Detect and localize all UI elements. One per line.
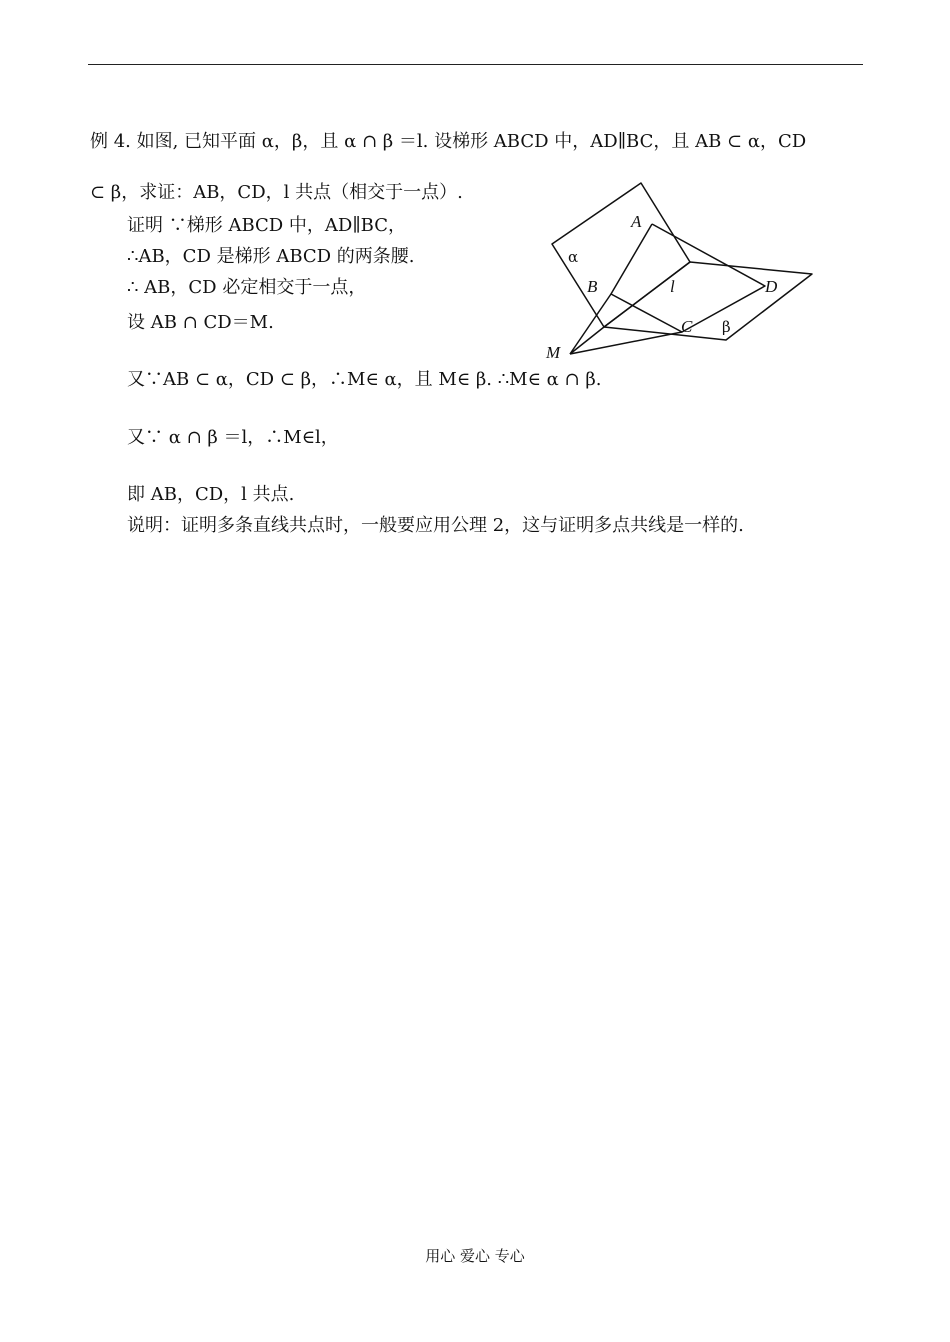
proof-line-3: ∴ AB，CD 必定相交于一点， bbox=[127, 277, 367, 298]
geometry-figure bbox=[538, 176, 820, 366]
proof-line-6: 又∵ α ∩ β ＝l，∴M∈l， bbox=[127, 427, 339, 448]
label-A: A bbox=[631, 212, 642, 231]
line-cd-extension bbox=[570, 332, 682, 354]
label-alpha: α bbox=[568, 248, 579, 266]
problem-statement-line-1: 例 4. 如图, 已知平面 α，β，且 α ∩ β ＝l. 设梯形 ABCD 中，AD∥BC，且 AB ⊂ α，CD bbox=[90, 131, 807, 152]
proof-line-5: 又∵AB ⊂ α，CD ⊂ β，∴M∈ α，且 M∈ β. ∴M∈ α ∩ β. bbox=[127, 369, 602, 390]
proof-conclusion: 即 AB，CD，l 共点. bbox=[127, 484, 295, 505]
problem-statement-line-2: ⊂ β，求证：AB，CD，l 共点（相交于一点）. bbox=[90, 182, 463, 203]
label-C: C bbox=[681, 317, 693, 336]
label-l: l bbox=[670, 277, 675, 296]
page-footer: 用心 爱心 专心 bbox=[425, 1247, 525, 1265]
planes-diagram bbox=[538, 176, 820, 366]
line-ab-extension bbox=[570, 294, 611, 354]
label-beta: β bbox=[722, 318, 731, 336]
header-rule bbox=[88, 64, 863, 65]
proof-line-1: 证明 ∵梯形 ABCD 中，AD∥BC， bbox=[127, 215, 407, 236]
proof-line-4: 设 AB ∩ CD＝M. bbox=[127, 312, 274, 333]
label-B: B bbox=[587, 277, 598, 296]
label-M: M bbox=[546, 343, 561, 362]
note-line: 说明：证明多条直线共点时，一般要应用公理 2，这与证明多点共线是一样的. bbox=[127, 515, 744, 536]
trapezoid-abcd bbox=[611, 224, 765, 332]
proof-line-2: ∴AB，CD 是梯形 ABCD 的两条腰. bbox=[127, 246, 415, 267]
plane-beta bbox=[604, 262, 812, 340]
label-D: D bbox=[765, 277, 778, 296]
